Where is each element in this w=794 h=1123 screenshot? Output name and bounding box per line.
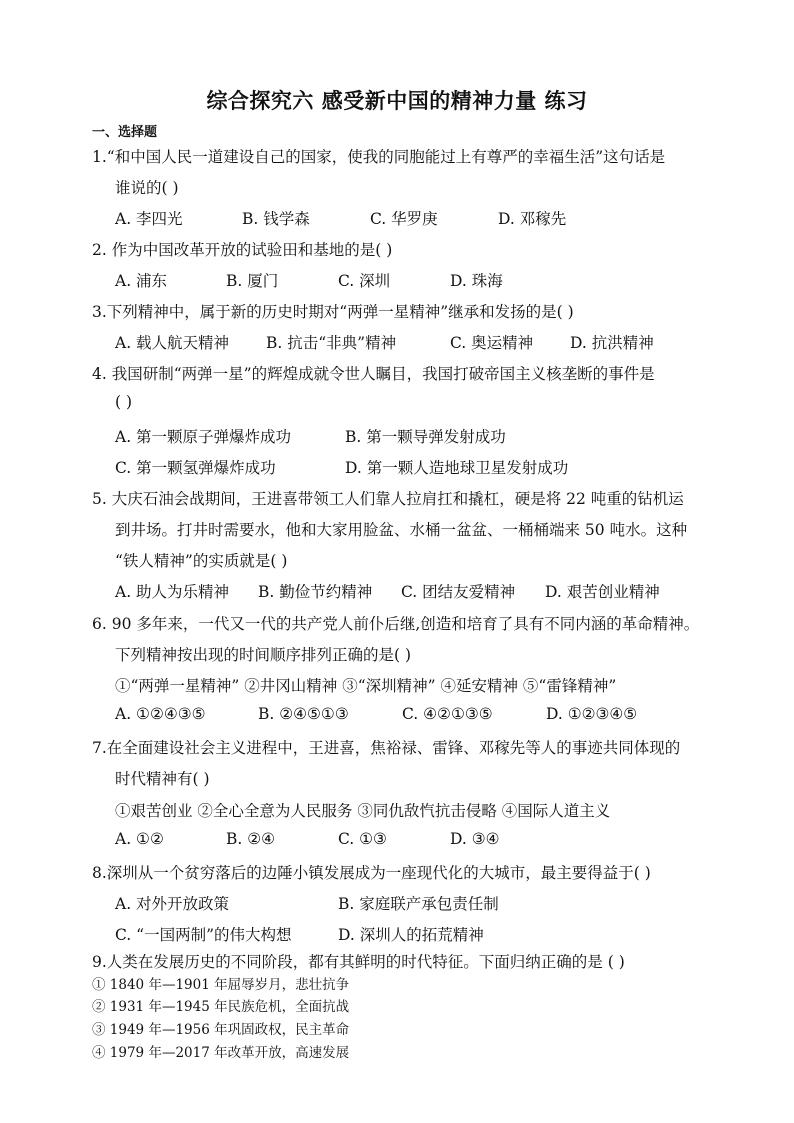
option: C. 奥运精神	[450, 334, 534, 352]
option: C. 深圳	[338, 272, 391, 290]
question-1-options	[115, 207, 566, 229]
question-4-options	[115, 425, 506, 447]
question-9-item: ④ 1979 年—2017 年改革开放，高速发展	[92, 1045, 350, 1061]
option: D. 抗洪精神	[570, 334, 654, 352]
option: A. 助人为乐精神	[115, 583, 230, 601]
option: B. 勤俭节约精神	[258, 583, 373, 601]
option: D. 第一颗人造地球卫星发射成功	[345, 459, 569, 477]
question-9-item: ① 1840 年—1901 年屈辱岁月，悲壮抗争	[92, 977, 350, 993]
option: A. 浦东	[115, 272, 168, 290]
question-9-item: ③ 1949 年—1956 年巩固政权，民主革命	[92, 1022, 350, 1038]
question-1-text: 谁说的( )	[115, 179, 179, 197]
page-title: 综合探究六 感受新中国的精神力量 练习	[206, 89, 588, 113]
option: C. ①③	[338, 830, 387, 848]
question-1-text: 1.“和中国人民一道建设自己的国家，使我的同胞能过上有尊严的幸福生活”这句话是	[92, 148, 666, 166]
question-6-text: ①“两弹一星精神” ②井冈山精神 ③“深圳精神” ④延安精神 ⑤“雷锋精神”	[115, 677, 617, 695]
option: D. 珠海	[450, 272, 503, 290]
question-3-options	[115, 331, 654, 353]
option: B. 抗击“非典”精神	[266, 334, 397, 352]
option: D. 深圳人的拓荒精神	[338, 926, 484, 944]
option: D. 邓稼先	[498, 210, 567, 228]
option: C. “一国两制”的伟大构想	[115, 926, 292, 944]
option: B. 第一颗导弹发射成功	[345, 428, 506, 446]
option: A. ①②④③⑤	[115, 705, 206, 723]
option: A. ①②	[115, 830, 164, 848]
question-6-text: 6. 90 多年来，一代又一代的共产党人前仆后继,创造和培育了具有不同内涵的革命精神。	[92, 615, 700, 633]
option: B. ②④⑤①③	[258, 705, 349, 723]
question-4-text: 4. 我国研制“两弹一星”的辉煌成就令世人瞩目，我国打破帝国主义核垄断的事件是	[92, 365, 655, 383]
question-5-text: “铁人精神”的实质就是( )	[115, 552, 288, 570]
question-6-text: 下列精神按出现的时间顺序排列正确的是( )	[115, 646, 412, 664]
question-6-options	[115, 705, 637, 723]
question-3-text: 3.下列精神中，属于新的历史时期对“两弹一星精神”继承和发扬的是( )	[92, 303, 574, 321]
option: A. 载人航天精神	[115, 334, 230, 352]
question-2-text: 2. 作为中国改革开放的试验田和基地的是( )	[92, 241, 393, 259]
option: D. 艰苦创业精神	[545, 583, 660, 601]
question-9-text: 9.人类在发展历史的不同阶段，都有其鲜明的时代特征。下面归纳正确的是 ( )	[92, 953, 625, 971]
question-7-text: 时代精神有( )	[115, 770, 210, 788]
option: C. 团结友爱精神	[401, 583, 516, 601]
option: A. 李四光	[115, 210, 183, 228]
option: B. 钱学森	[242, 210, 310, 228]
question-7-text: 7.在全面建设社会主义进程中，王进喜，焦裕禄、雷锋、邓稼先等人的事迹共同体现的	[92, 739, 681, 757]
question-7-text: ①艰苦创业 ②全心全意为人民服务 ③同仇敌忾抗击侵略 ④国际人道主义	[115, 802, 611, 820]
question-9-item: ② 1931 年—1945 年民族危机，全面抗战	[92, 999, 350, 1015]
option: B. ②④	[226, 830, 276, 848]
section-heading: 一、选择题	[92, 125, 158, 140]
question-2-options	[115, 269, 503, 291]
question-7-options	[115, 830, 500, 848]
option: A. 对外开放政策	[115, 895, 230, 913]
option: C. ④②①③⑤	[402, 705, 493, 723]
question-5-options	[115, 580, 660, 602]
question-8-text: 8.深圳从一个贫穷落后的边陲小镇发展成为一座现代化的大城市，最主要得益于( )	[92, 864, 651, 882]
question-5-text: 到井场。打井时需要水，他和大家用脸盆、水桶一盆盆、一桶桶端来 50 吨水。这种	[115, 521, 688, 539]
option: C. 第一颗氢弹爆炸成功	[115, 459, 276, 477]
question-8-options	[115, 923, 484, 945]
option: C. 华罗庚	[370, 210, 438, 228]
option: A. 第一颗原子弹爆炸成功	[115, 428, 292, 446]
option: D. ①②③④⑤	[546, 705, 638, 723]
question-5-text: 5. 大庆石油会战期间，王进喜带领工人们靠人拉肩扛和撬杠，硬是将 22 吨重的钻机运	[92, 490, 684, 508]
question-4-options	[115, 456, 568, 478]
question-8-options	[115, 892, 499, 914]
option: B. 家庭联产承包责任制	[338, 895, 499, 913]
question-4-text: ( )	[115, 393, 133, 411]
option: B. 厦门	[226, 272, 279, 290]
option: D. ③④	[450, 830, 500, 848]
